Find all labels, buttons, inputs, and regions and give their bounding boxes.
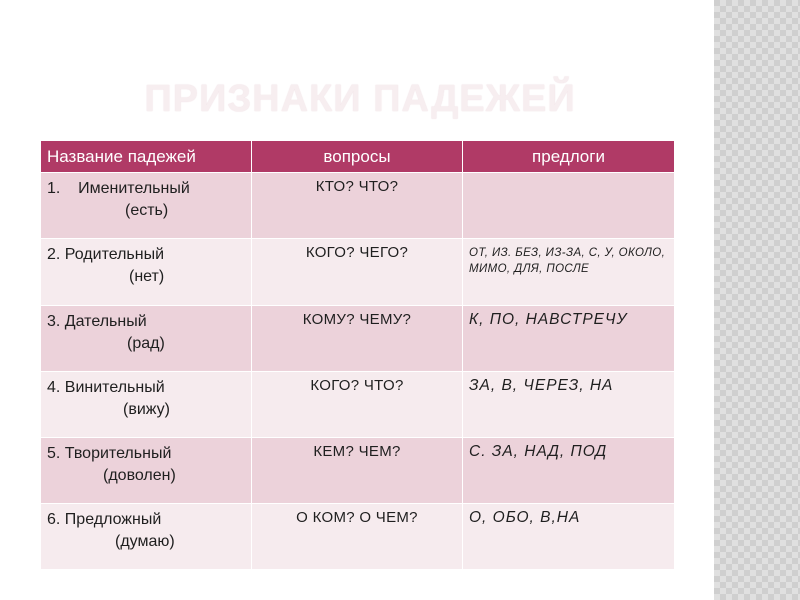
prepositions-cell: О, ОБО, В,НА (463, 504, 675, 570)
questions-cell: О КОМ? О ЧЕМ? (252, 504, 463, 570)
prepositions-cell: С. ЗА, НАД, ПОД (463, 438, 675, 504)
header-questions: вопросы (252, 141, 463, 173)
table-row (41, 239, 675, 306)
case-example: (рад) (127, 335, 165, 352)
case-name: 2. Родительный (47, 246, 165, 263)
table-row (41, 173, 675, 239)
questions-cell: КОГО? ЧТО? (252, 372, 463, 438)
questions-cell: КОГО? ЧЕГО? (252, 239, 463, 306)
case-name-cell (41, 306, 252, 372)
case-example: (нет) (129, 268, 165, 285)
table-row (41, 504, 675, 570)
table-row (41, 306, 675, 372)
slide-title: ПРИЗНАКИ ПАДЕЖЕЙ (144, 78, 576, 120)
header-case-name: Название падежей (41, 141, 252, 173)
header-prepositions: предлоги (463, 141, 675, 173)
case-name: 5. Творительный (47, 445, 172, 462)
prepositions-cell: ЗА, В, ЧЕРЕЗ, НА (463, 372, 675, 438)
cases-table (40, 140, 675, 570)
case-name-cell (41, 173, 252, 239)
questions-cell: КЕМ? ЧЕМ? (252, 438, 463, 504)
case-name-cell (41, 504, 252, 570)
table-row (41, 372, 675, 438)
case-name: 6. Предложный (47, 511, 162, 528)
case-name-cell (41, 372, 252, 438)
table-row (41, 438, 675, 504)
table-header-row (41, 141, 675, 173)
case-name-cell (41, 438, 252, 504)
case-example: (думаю) (115, 533, 175, 550)
questions-cell: КОМУ? ЧЕМУ? (252, 306, 463, 372)
case-example: (есть) (125, 202, 169, 219)
case-name-cell (41, 239, 252, 306)
prepositions-cell: ОТ, ИЗ. БЕЗ, ИЗ-ЗА, С, У, ОКОЛО, МИМО, ДЛЯ, ПОСЛЕ (463, 239, 675, 306)
prepositions-cell (463, 173, 675, 239)
case-name: 4. Винительный (47, 379, 165, 396)
decorative-side-bar (714, 0, 800, 600)
case-name: 3. Дательный (47, 313, 147, 330)
case-example: (доволен) (103, 467, 176, 484)
case-example: (вижу) (123, 401, 170, 418)
case-name: 1. Именительный (47, 180, 190, 197)
prepositions-cell: К, ПО, НАВСТРЕЧУ (463, 306, 675, 372)
questions-cell: КТО? ЧТО? (252, 173, 463, 239)
